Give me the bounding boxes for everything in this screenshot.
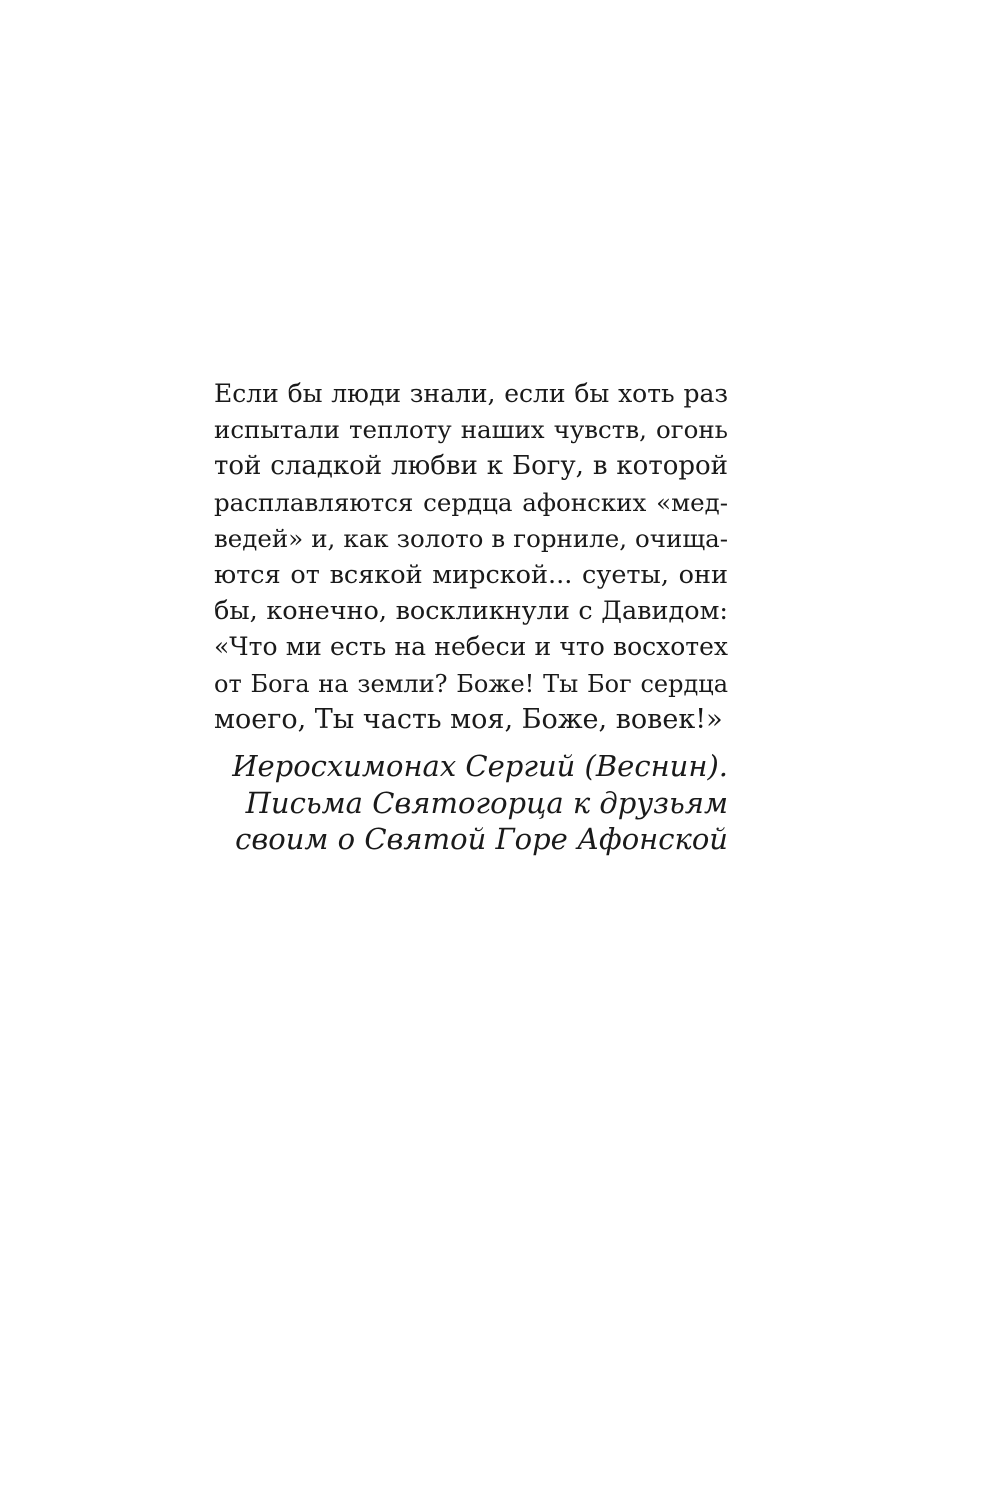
attribution-line: своим о Святой Горе Афонской <box>235 822 728 857</box>
quote-line: от Бога на земли? Боже! Ты Бог сердца <box>214 669 728 698</box>
quote-line: расплавляются сердца афонских «мед- <box>214 487 728 517</box>
epigraph <box>214 376 728 858</box>
quote-line: ведей» и, как золото в горниле, очища- <box>214 523 728 553</box>
quote-line: Если бы люди знали, если бы хоть раз <box>214 379 728 408</box>
quote-line: испытали теплоту наших чувств, огонь <box>214 415 728 445</box>
quote-line: ются от всякой мирской... суеты, они <box>214 560 728 591</box>
epigraph-attribution <box>214 748 728 858</box>
attribution-line: Иеросхимонах Сергий (Веснин). <box>232 749 728 784</box>
quote-line: «Что ми есть на небеси и что восхотех <box>214 632 728 662</box>
quote-line: бы, конечно, воскликнули с Давидом: <box>214 596 728 627</box>
quote-line: моего, Ты часть моя, Боже, вовек!» <box>214 703 723 735</box>
epigraph-quote <box>214 376 728 738</box>
quote-line: той сладкой любви к Богу, в которой <box>214 451 728 482</box>
attribution-line: Письма Святогорца к друзьям <box>245 785 728 820</box>
